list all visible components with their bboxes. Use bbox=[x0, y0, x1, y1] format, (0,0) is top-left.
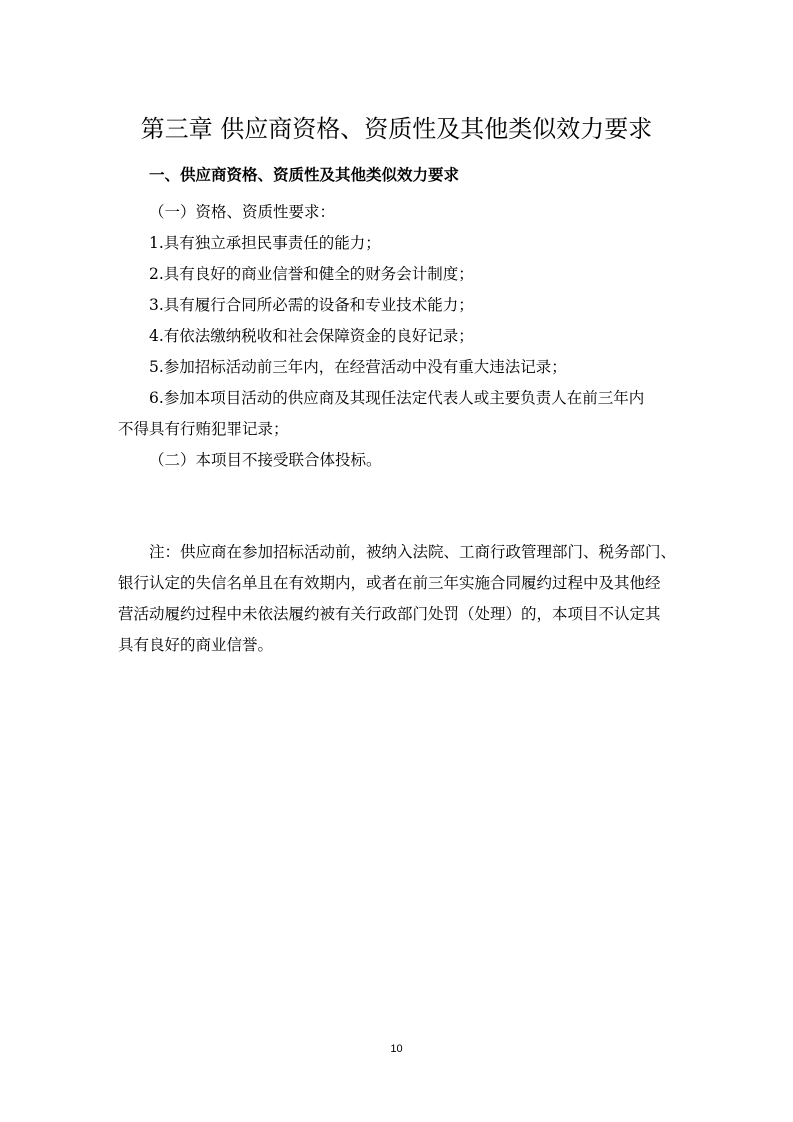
list-item: 4.有依法缴纳税收和社会保障资金的良好记录； bbox=[149, 327, 474, 345]
list-item: 6.参加本项目活动的供应商及其现任法定代表人或主要负责人在前三年内 bbox=[149, 389, 645, 407]
note-line: 银行认定的失信名单且在有效期内，或者在前三年实施合同履约过程中及其他经 bbox=[118, 574, 661, 592]
list-item: 5.参加招标活动前三年内，在经营活动中没有重大违法记录； bbox=[149, 358, 567, 376]
note-line: 营活动履约过程中未依法履约被有关行政部门处罚（处理）的，本项目不认定其 bbox=[118, 605, 661, 623]
note-line: 具有良好的商业信誉。 bbox=[118, 636, 274, 654]
chapter-title: 第三章 供应商资格、资质性及其他类似效力要求 bbox=[140, 115, 653, 143]
list-item: 1.具有独立承担民事责任的能力； bbox=[149, 234, 381, 252]
section-heading: 一、供应商资格、资质性及其他类似效力要求 bbox=[149, 166, 460, 184]
list-item: 2.具有良好的商业信誉和健全的财务会计制度； bbox=[149, 265, 474, 283]
sub-heading-qualifications: （一）资格、资质性要求： bbox=[149, 203, 336, 221]
list-item: 3.具有履行合同所必需的设备和专业技术能力； bbox=[149, 296, 474, 314]
sub-heading-consortium: （二）本项目不接受联合体投标。 bbox=[149, 451, 382, 469]
list-item-continuation: 不得具有行贿犯罪记录； bbox=[118, 420, 289, 438]
note-line: 注：供应商在参加招标活动前，被纳入法院、工商行政管理部门、税务部门、 bbox=[149, 543, 677, 561]
page-number: 10 bbox=[390, 1043, 403, 1055]
